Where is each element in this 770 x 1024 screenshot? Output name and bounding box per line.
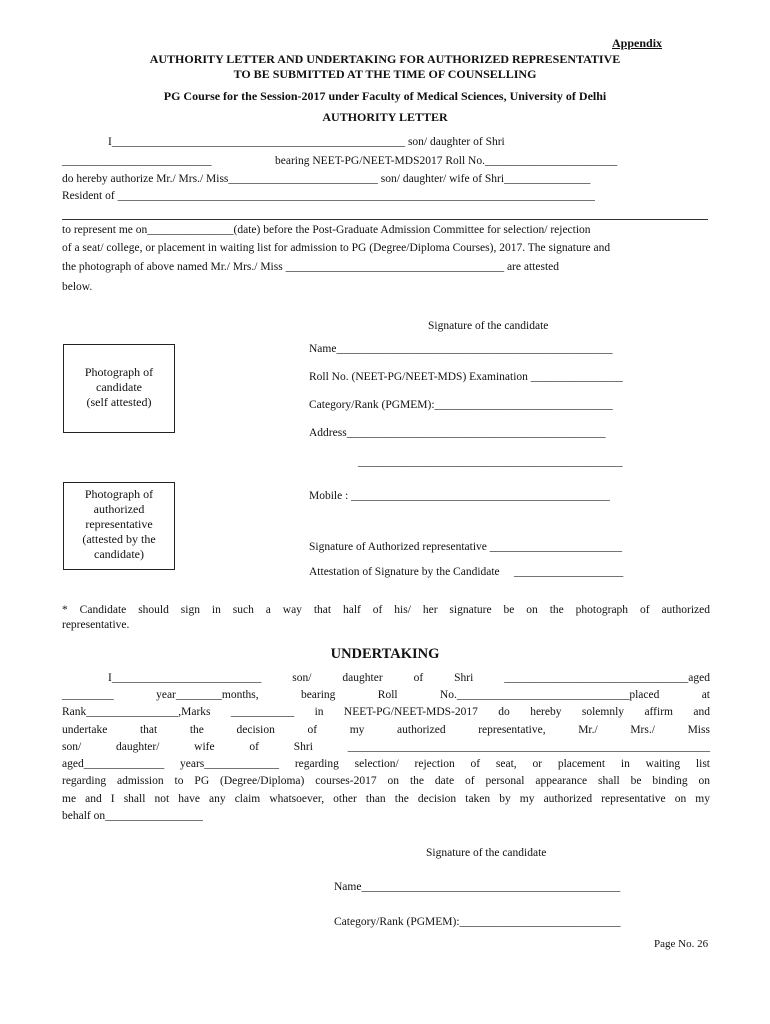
form-title-line1: AUTHORITY LETTER AND UNDERTAKING FOR AUTHORIZED REPRESENTATIVE — [149, 52, 621, 66]
undertaking-signature-label: Signature of the candidate — [426, 847, 547, 859]
representative-signature-field: Signature of Authorized representative _______________________ — [309, 541, 622, 553]
photo-box-line: candidate — [96, 380, 142, 394]
candidate-rollno-field: Roll No. (NEET-PG/NEET-MDS) Examination ________________ — [309, 371, 623, 383]
undertaking-word: representative, — [478, 724, 546, 736]
undertaking-line3: Rank________________,Marks ___________ in NEET-PG/NEET-MDS-2017 do hereby solemnly affirm and — [62, 706, 710, 718]
undertaking-heading: UNDERTAKING — [330, 646, 440, 662]
appendix-label: Appendix — [612, 36, 663, 50]
undertaking-word: authorized — [397, 724, 446, 736]
undertaking-word: Mr./ — [578, 724, 598, 736]
undertaking-line7: regarding admission to PG (Degree/Diploma) courses-2017 on the date of personal appearance shall be binding on — [62, 775, 710, 787]
signature-note-line1: * Candidate should sign in such a way that half of his/ her signature be on the photograph of authorized — [62, 604, 710, 616]
undertaking-line8: me and I shall not have any claim whatsoever, other than the decision taken by my authorized representative on my — [62, 793, 710, 805]
undertaking-name-field: Name_____________________________________________ — [334, 881, 621, 893]
undertaking-line9: behalf on_________________ — [62, 810, 203, 822]
undertaking-word: of — [307, 724, 318, 736]
authority-line-represent: to represent me on_______________(date) before the Post-Graduate Admission Committee for selection/ rejection — [62, 224, 591, 236]
candidate-name-field: Name________________________________________________ — [309, 343, 613, 355]
representative-mobile-field: Mobile : _____________________________________________ — [309, 490, 610, 502]
resident-underline — [62, 219, 708, 220]
authority-line-seat: of a seat/ college, or placement in waiting list for admission to PG (Degree/Diploma Courses), 2017. The signature and — [62, 242, 611, 254]
undertaking-line6: aged______________ years_____________ regarding selection/ rejection of seat, or placement in waiting list — [62, 758, 710, 770]
authority-line-resident: Resident of ___________________________________________________________________________________ — [62, 190, 595, 202]
undertaking-word: that — [139, 724, 158, 736]
form-title-line2: TO BE SUBMITTED AT THE TIME OF COUNSELLING — [233, 67, 537, 81]
photo-box-line: (attested by the — [82, 532, 156, 546]
undertaking-line5: son/ daughter/ wife of Shri _______________________________________________________________ — [62, 741, 710, 753]
photo-box-line: Photograph of — [84, 365, 154, 379]
photo-box-line: Photograph of — [84, 487, 154, 501]
candidate-address-field: Address_____________________________________________ — [309, 427, 606, 439]
undertaking-word: decision — [236, 724, 275, 736]
photo-box-line: candidate) — [94, 547, 144, 561]
candidate-photo-box — [63, 344, 175, 433]
undertaking-word: the — [189, 724, 204, 736]
authority-line-authorize: do hereby authorize Mr./ Mrs./ Miss__________________________ son/ daughter/ wife of Shri_______________ — [62, 173, 591, 185]
undertaking-word: Mrs./ — [630, 724, 655, 736]
authority-line-attested: the photograph of above named Mr./ Mrs./ Miss ______________________________________ are attested — [62, 261, 559, 273]
authority-line-father-blank: __________________________ — [62, 155, 212, 167]
candidate-signature-label: Signature of the candidate — [428, 320, 549, 332]
photo-box-line: representative — [85, 517, 153, 531]
candidate-category-field: Category/Rank (PGMEM):_______________________________ — [309, 399, 613, 411]
candidate-address-line2: ______________________________________________ — [358, 456, 623, 468]
course-session-line: PG Course for the Session-2017 under Faculty of Medical Sciences, University of Delhi — [163, 89, 607, 103]
authority-letter-heading: AUTHORITY LETTER — [322, 110, 448, 124]
undertaking-word: Miss — [687, 724, 710, 736]
attestation-signature-field: Attestation of Signature by the Candidate ___________________ — [309, 566, 624, 578]
undertaking-word: undertake — [62, 724, 108, 736]
photo-box-line: authorized — [93, 502, 145, 516]
photo-box-line: (self attested) — [86, 395, 152, 409]
undertaking-category-field: Category/Rank (PGMEM):____________________________ — [334, 916, 621, 928]
undertaking-line4 — [62, 724, 710, 736]
representative-photo-box — [63, 482, 175, 570]
authority-line-name: I___________________________________________________ son/ daughter of Shri — [108, 136, 505, 148]
authority-line-rollno: bearing NEET-PG/NEET-MDS2017 Roll No._______________________ — [275, 155, 618, 167]
undertaking-line1: I__________________________ son/ daughter of Shri ________________________________aged — [108, 672, 710, 684]
authority-line-below: below. — [62, 281, 93, 293]
undertaking-line2: _________ year________months, bearing Roll No.______________________________placed at — [62, 689, 710, 701]
page-number: Page No. 26 — [654, 938, 709, 950]
signature-note-line2: representative. — [62, 619, 130, 631]
undertaking-word: my — [349, 724, 365, 736]
